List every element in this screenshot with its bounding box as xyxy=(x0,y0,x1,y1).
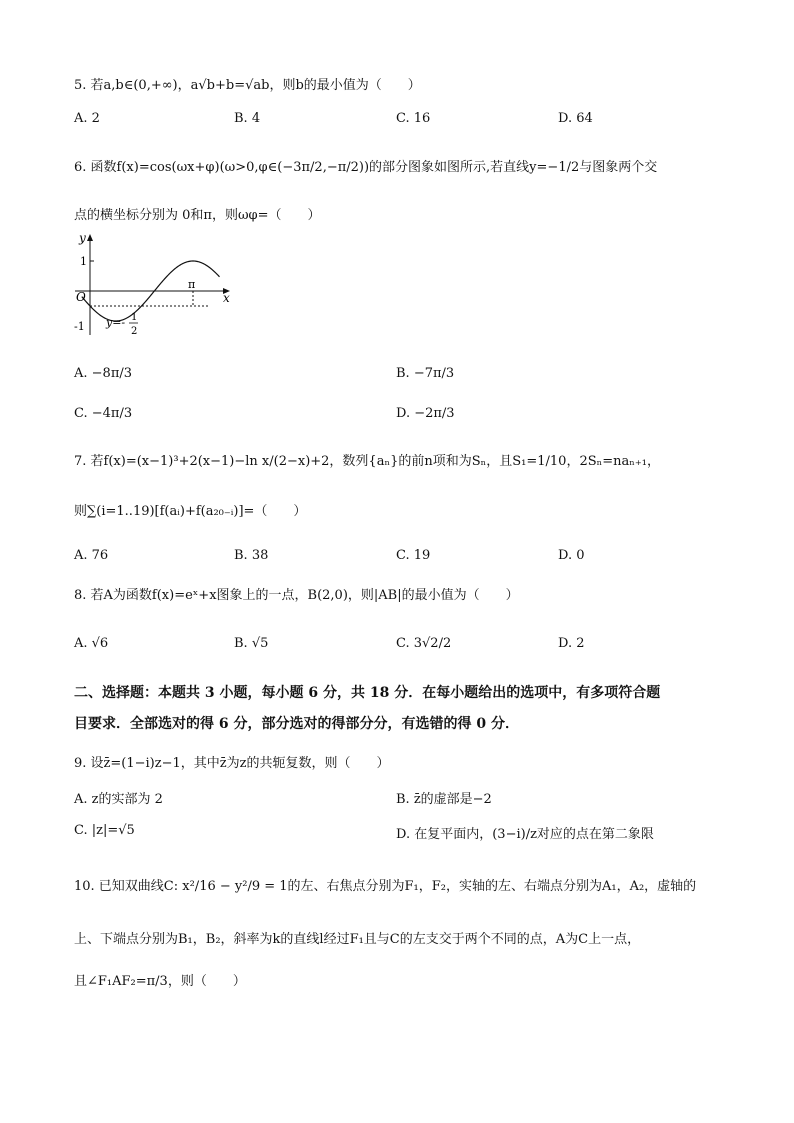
q7-stem-line2: 则∑(i=1..19)[f(aᵢ)+f(a₂₀₋ᵢ)]=（ ） xyxy=(74,504,307,519)
q8-option-b: B. √5 xyxy=(234,636,269,651)
q7-option-b: B. 38 xyxy=(234,548,269,563)
q5-option-d: D. 64 xyxy=(558,111,593,126)
q6-line-frac-den: 2 xyxy=(131,326,138,337)
q6-x-label: x xyxy=(223,291,230,305)
q6-y-axis-arrow xyxy=(87,234,93,241)
q5-option-c: C. 16 xyxy=(396,111,431,126)
q6-tick-pi-label: π xyxy=(188,278,196,291)
q9-option-b: B. z̄的虚部是−2 xyxy=(396,792,492,807)
section2-heading-line1: 二、选择题：本题共 3 小题，每小题 6 分，共 18 分．在每小题给出的选项中，有多项符合题 xyxy=(74,685,661,701)
q8-stem: 8. 若A为函数f(x)=eˣ+x图象上的一点，B(2,0)，则|AB|的最小值为（ ） xyxy=(74,588,519,603)
q6-option-b: B. −7π/3 xyxy=(396,366,455,381)
q7-stem-line1: 7. 若f(x)=(x−1)³+2(x−1)−ln x/(2−x)+2，数列{aₙ}的前n项和为Sₙ，且S₁=1/10，2Sₙ=naₙ₊₁， xyxy=(74,454,660,469)
q6-option-d: D. −2π/3 xyxy=(396,406,455,421)
q8-option-d: D. 2 xyxy=(558,636,585,651)
q6-y-label: y xyxy=(79,231,86,245)
q5-option-a: A. 2 xyxy=(74,111,100,126)
q8-option-c: C. 3√2/2 xyxy=(396,636,452,651)
q6-line-label: y=- xyxy=(106,316,126,329)
q7-option-d: D. 0 xyxy=(558,548,585,563)
q6-stem-line1: 6. 函数f(x)=cos(ωx+φ)(ω>0,φ∈(−3π/2,−π/2))的部分图象如图所示,若直线y=−1/2与图象两个交 xyxy=(74,160,658,175)
q10-stem-line3: 且∠F₁AF₂=π/3，则（ ） xyxy=(74,974,246,989)
q6-origin-label: O xyxy=(76,290,86,304)
q8-option-a: A. √6 xyxy=(74,636,109,651)
q6-line-frac-num: 1 xyxy=(131,312,138,323)
section2-heading-line2: 目要求．全部选对的得 6 分，部分选对的得部分分，有选错的得 0 分． xyxy=(74,716,519,732)
q9-option-c: C. |z|=√5 xyxy=(74,823,135,838)
q7-option-c: C. 19 xyxy=(396,548,431,563)
q9-option-d: D. 在复平面内，(3−i)/z对应的点在第二象限 xyxy=(396,827,654,842)
q9-stem: 9. 设z̄=(1−i)z−1，其中z̄为z的共轭复数，则（ ） xyxy=(74,756,390,771)
q6-tick-neg1-label: -1 xyxy=(74,320,85,333)
q10-stem-line1: 10. 已知双曲线C: x²/16 − y²/9 = 1的左、右焦点分别为F₁，F₂，实轴的左、右端点分别为A₁，A₂，虚轴的 xyxy=(74,879,697,894)
q7-option-a: A. 76 xyxy=(74,548,109,563)
q6-stem-line2: 点的横坐标分别为 0和π，则ωφ=（ ） xyxy=(74,208,321,223)
q5-option-b: B. 4 xyxy=(234,111,261,126)
q6-option-a: A. −8π/3 xyxy=(74,366,133,381)
q9-option-a: A. z的实部为 2 xyxy=(74,792,163,807)
q6-tick-1-label: 1 xyxy=(80,255,87,268)
q5-stem: 5. 若a,b∈(0,+∞)，a√b+b=√ab，则b的最小值为（ ） xyxy=(74,78,421,93)
q6-option-c: C. −4π/3 xyxy=(74,406,133,421)
q6-cosine-graph xyxy=(70,230,240,340)
q10-stem-line2: 上、下端点分别为B₁，B₂，斜率为k的直线l经过F₁且与C的左支交于两个不同的点，A为C上一点， xyxy=(74,932,641,947)
